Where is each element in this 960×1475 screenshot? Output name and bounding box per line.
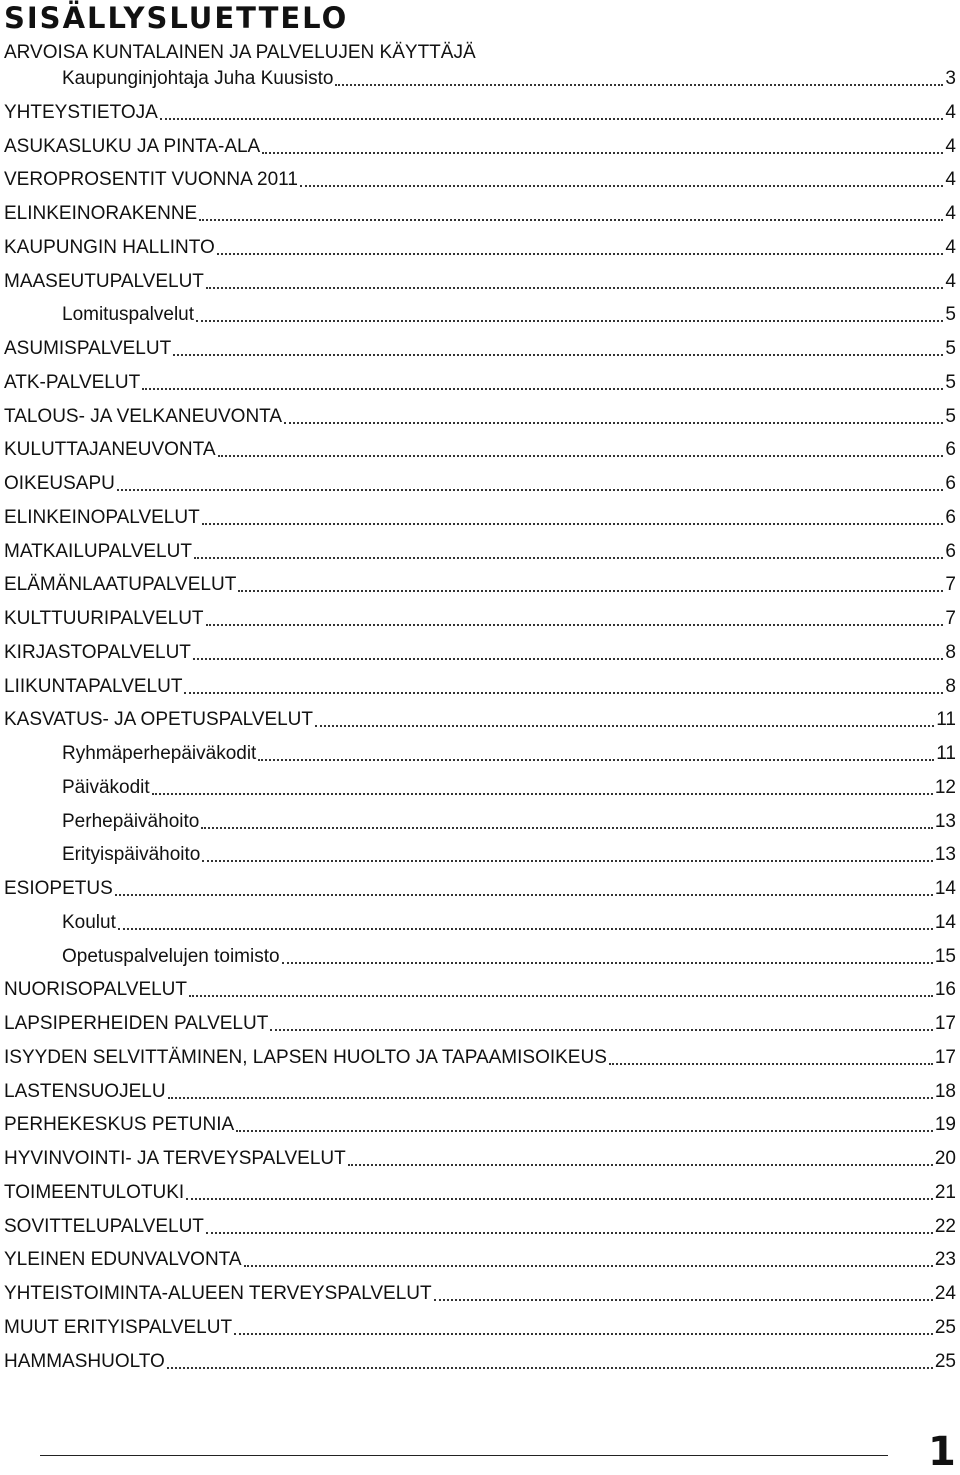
toc-leader-dots <box>300 185 944 187</box>
toc-entry <box>4 1180 956 1206</box>
toc-entry-label: Opetuspalvelujen toimisto <box>62 945 280 967</box>
toc-entry-page: 4 <box>945 135 956 157</box>
toc-entry <box>4 741 956 767</box>
toc-entry-page: 4 <box>945 236 956 258</box>
toc-entry <box>4 539 956 565</box>
toc-entry-page: 5 <box>945 304 956 326</box>
toc-entry <box>4 66 956 92</box>
toc-entry <box>4 809 956 835</box>
toc-leader-dots <box>115 894 933 896</box>
toc-leader-dots <box>202 523 944 525</box>
toc-entry <box>4 167 956 193</box>
toc-entry <box>4 505 956 531</box>
toc-entry-page: 14 <box>934 911 956 933</box>
toc-leader-dots <box>193 658 944 660</box>
toc-leader-dots <box>234 1333 933 1335</box>
toc-entry-page: 6 <box>945 473 956 494</box>
toc-entry-label: TOIMEENTULOTUKI <box>4 1181 185 1203</box>
toc-entry-page: 16 <box>934 979 956 1001</box>
toc-leader-dots <box>270 1029 933 1031</box>
toc-entry <box>4 640 956 666</box>
toc-entry-page: 17 <box>934 1046 956 1068</box>
toc-leader-dots <box>118 928 933 930</box>
toc-leader-dots <box>206 1232 933 1234</box>
toc-entry <box>4 1349 956 1375</box>
toc-entry <box>4 404 956 430</box>
toc-entry-label: KASVATUS- JA OPETUSPALVELUT <box>4 709 314 731</box>
toc-entry-label: Erityispäivähoito <box>62 844 201 866</box>
toc-entry <box>4 437 956 463</box>
toc-entry-page: 7 <box>945 608 956 629</box>
toc-entry-label: ESIOPETUS <box>4 878 113 899</box>
toc-entry <box>4 842 956 868</box>
toc-leader-dots <box>609 1063 933 1065</box>
toc-leader-dots <box>262 152 943 154</box>
toc-leader-dots <box>335 84 943 86</box>
toc-entry-label: KULUTTAJANEUVONTA <box>4 439 216 461</box>
toc-entry-page: 4 <box>945 169 956 191</box>
toc-entry-label: KULTTUURIPALVELUT <box>4 608 204 629</box>
toc-entry-label: ELINKEINOPALVELUT <box>4 506 200 528</box>
toc-entry-page: 4 <box>945 203 956 224</box>
toc-entry-label: Koulut <box>62 911 116 933</box>
toc-entry-label: NUORISOPALVELUT <box>4 979 188 1001</box>
page-title: SISÄLLYSLUETTELO <box>4 1 349 35</box>
toc-leader-dots <box>194 557 943 559</box>
toc-entry <box>4 1045 956 1071</box>
toc-leader-dots <box>184 692 943 694</box>
toc-entry <box>4 302 956 328</box>
toc-entry-label: VEROPROSENTIT VUONNA 2011 <box>4 169 298 191</box>
toc-entry-page: 18 <box>934 1080 956 1102</box>
toc-leader-dots <box>173 354 943 356</box>
toc-leader-dots <box>152 793 933 795</box>
toc-leader-dots <box>201 827 933 829</box>
toc-entry <box>4 876 956 902</box>
toc-entry-label: ATK-PALVELUT <box>4 371 141 393</box>
toc-entry-page: 23 <box>934 1249 956 1271</box>
toc-entry-page: 4 <box>945 270 956 292</box>
toc-entry-page: 19 <box>934 1114 956 1136</box>
toc-entry-page: 6 <box>945 540 956 562</box>
toc-entry-page: 7 <box>945 574 956 596</box>
toc-entry-page: 22 <box>934 1215 956 1237</box>
toc-entry-page: 17 <box>934 1013 956 1034</box>
toc-entry-page: 5 <box>945 405 956 427</box>
toc-entry-page: 3 <box>945 68 956 89</box>
toc-entry-label: LASTENSUOJELU <box>4 1080 166 1102</box>
toc-entry <box>4 572 956 598</box>
toc-entry <box>4 201 956 227</box>
toc-entry-label: OIKEUSAPU <box>4 473 115 494</box>
toc-entry-label: YHTEYSTIETOJA <box>4 101 158 123</box>
toc-entry-label: MAASEUTUPALVELUT <box>4 270 204 292</box>
toc-entry-page: 11 <box>936 709 956 731</box>
toc-entry-label: YLEINEN EDUNVALVONTA <box>4 1249 242 1271</box>
toc-entry-label: ASUKASLUKU JA PINTA-ALA <box>4 135 261 157</box>
toc-entry-page: 25 <box>934 1350 956 1372</box>
toc-leader-dots <box>258 759 934 761</box>
toc-entry-label: KIRJASTOPALVELUT <box>4 641 191 663</box>
toc-entry-label: Perhepäivähoito <box>62 810 200 832</box>
toc-entry-label: LIIKUNTAPALVELUT <box>4 675 183 697</box>
toc-entry-label: YHTEISTOIMINTA-ALUEEN TERVEYSPALVELUT <box>4 1283 432 1304</box>
toc-entry-label: Ryhmäperhepäiväkodit <box>62 743 257 764</box>
toc-entry <box>4 606 956 632</box>
toc-leader-dots <box>434 1299 933 1301</box>
toc-entry <box>4 674 956 700</box>
toc-entry <box>4 1112 956 1138</box>
toc-entry-label: HAMMASHUOLTO <box>4 1350 165 1372</box>
toc-entry <box>4 1214 956 1240</box>
toc-entry-label: HYVINVOINTI- JA TERVEYSPALVELUT <box>4 1148 346 1169</box>
toc-leader-dots <box>186 1198 933 1200</box>
toc-entry <box>4 910 956 936</box>
toc-leader-dots <box>238 590 943 592</box>
toc-leader-dots <box>142 388 943 390</box>
toc-leader-dots <box>206 287 944 289</box>
toc-entry-page: 8 <box>945 675 956 697</box>
toc-entry-page: 14 <box>934 878 956 899</box>
toc-leader-dots <box>117 489 944 491</box>
toc-leader-dots <box>315 725 934 727</box>
toc-entry <box>4 977 956 1003</box>
toc-leader-dots <box>348 1164 933 1166</box>
toc-entry-label: MUUT ERITYISPALVELUT <box>4 1316 233 1338</box>
toc-entry <box>4 1247 956 1273</box>
toc-entry-page: 24 <box>934 1283 956 1304</box>
toc-entry <box>4 1281 956 1307</box>
toc-entry-label: ELÄMÄNLAATUPALVELUT <box>4 574 237 596</box>
toc-entry-label: Lomituspalvelut <box>62 304 195 326</box>
toc-entry-page: 12 <box>934 776 956 798</box>
toc-entry <box>4 336 956 362</box>
toc-leader-dots <box>168 1097 933 1099</box>
toc-entry-page: 13 <box>934 810 956 832</box>
toc-leader-dots <box>202 860 933 862</box>
toc-entry-label: LAPSIPERHEIDEN PALVELUT <box>4 1013 269 1034</box>
toc-entry-label: MATKAILUPALVELUT <box>4 540 192 562</box>
toc-entry-label: Kaupunginjohtaja Juha Kuusisto <box>62 68 334 89</box>
toc-entry-page: 6 <box>945 439 956 461</box>
toc-leader-dots <box>189 995 933 997</box>
toc-entry-label: Päiväkodit <box>62 776 150 798</box>
toc-entry-label: SOVITTELUPALVELUT <box>4 1215 204 1237</box>
toc-entry <box>4 1079 956 1105</box>
toc-entry-label: PERHEKESKUS PETUNIA <box>4 1114 235 1136</box>
toc-entry-page: 8 <box>945 641 956 663</box>
toc-entry <box>4 235 956 261</box>
toc-leader-dots <box>244 1265 933 1267</box>
toc-entry-page: 25 <box>934 1316 956 1338</box>
toc-entry <box>4 269 956 295</box>
toc-leader-dots <box>218 455 944 457</box>
toc-entry-label: TALOUS- JA VELKANEUVONTA <box>4 405 283 427</box>
toc-leader-dots <box>206 624 944 626</box>
toc-leader-dots <box>217 253 944 255</box>
toc-leader-dots <box>196 320 943 322</box>
toc-entry-page: 21 <box>934 1181 956 1203</box>
toc-entry <box>4 944 956 970</box>
toc-entry <box>4 775 956 801</box>
footer-rule <box>40 1455 888 1456</box>
toc-leader-dots <box>199 219 943 221</box>
intro-heading <box>4 40 476 66</box>
toc-leader-dots <box>236 1130 933 1132</box>
toc-entry-page: 20 <box>934 1148 956 1169</box>
toc-entry <box>4 1315 956 1341</box>
toc-leader-dots <box>160 118 944 120</box>
intro-heading-text: ARVOISA KUNTALAINEN JA PALVELUJEN KÄYTTÄJÄ <box>4 42 476 63</box>
toc-entry-label: ASUMISPALVELUT <box>4 338 172 359</box>
toc-entry-page: 15 <box>934 945 956 967</box>
toc-entry-page: 4 <box>945 101 956 123</box>
toc-entry <box>4 1011 956 1037</box>
toc-entry <box>4 100 956 126</box>
page-number: 1 <box>928 1429 956 1475</box>
toc-entry-page: 5 <box>945 338 956 359</box>
toc-entry-label: ELINKEINORAKENNE <box>4 203 198 224</box>
toc-leader-dots <box>284 422 943 424</box>
toc-entry-label: ISYYDEN SELVITTÄMINEN, LAPSEN HUOLTO JA TAPAAMISOIKEUS <box>4 1046 607 1068</box>
toc-entry <box>4 370 956 396</box>
toc-entry <box>4 134 956 160</box>
toc-entry-page: 6 <box>945 506 956 528</box>
toc-entry-label: KAUPUNGIN HALLINTO <box>4 236 215 258</box>
toc-entry-page: 11 <box>936 743 956 764</box>
toc-entry-page: 5 <box>945 371 956 393</box>
toc-leader-dots <box>282 962 933 964</box>
toc-entry <box>4 1146 956 1172</box>
toc-entry-page: 13 <box>934 844 956 866</box>
toc-leader-dots <box>167 1367 933 1369</box>
toc-entry <box>4 707 956 733</box>
toc-entry <box>4 471 956 497</box>
